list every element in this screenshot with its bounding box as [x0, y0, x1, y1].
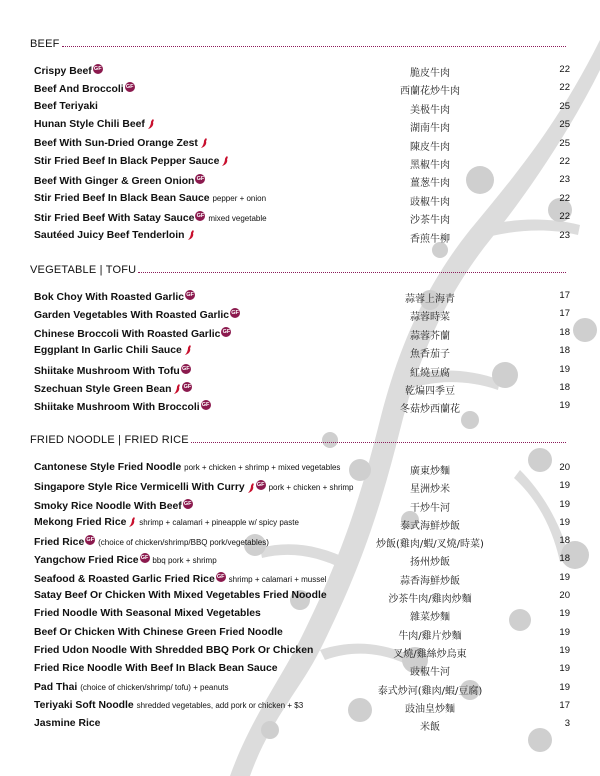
section-items [0, 460, 600, 734]
menu-item-chinese-name: 米飯 [420, 722, 440, 734]
menu-item [0, 306, 600, 324]
menu-item-name [34, 193, 266, 204]
menu-item-chinese-name: 美极牛肉 [410, 104, 450, 116]
chili-pepper-icon [173, 384, 181, 394]
section-items [0, 62, 600, 246]
menu-item-price: 25 [559, 100, 570, 112]
menu-item [0, 606, 600, 624]
menu-item [0, 533, 600, 551]
menu-item [0, 99, 600, 117]
menu-item [0, 154, 600, 172]
menu-item-name [34, 590, 327, 601]
menu-item-chinese-name: 牛肉/雞片炒麵 [398, 630, 462, 642]
item-title: Stir Fried Beef In Black Pepper Sauce [34, 155, 220, 167]
menu-item-name [34, 645, 313, 656]
gluten-free-badge-icon: GF [140, 555, 149, 562]
gluten-free-badge-icon: GF [196, 213, 205, 220]
menu-item-name [34, 156, 229, 167]
menu-item [0, 460, 600, 478]
menu-item-name [34, 480, 354, 493]
menu-item-price: 17 [559, 290, 570, 301]
item-title: Chinese Broccoli With Roasted Garlic [34, 328, 221, 340]
menu-item-name [34, 211, 267, 224]
item-title: Shiitake Mushroom With Tofu [34, 365, 180, 377]
menu-item [0, 478, 600, 496]
menu-item-name [34, 517, 299, 528]
menu-item-price: 22 [559, 82, 570, 94]
menu-item [0, 398, 600, 416]
item-description: shredded vegetables, add pork or chicken + $3 [136, 700, 304, 710]
item-title: Fried Rice Noodle With Beef In Black Bean Sauce [34, 663, 278, 675]
chili-pepper-icon [247, 483, 255, 493]
menu-item-name [34, 627, 283, 638]
menu-item-price: 19 [559, 363, 570, 375]
menu-item-chinese-name: 香煎牛柳 [410, 233, 450, 245]
menu-item-chinese-name: 扬州炒飯 [410, 557, 450, 569]
menu-item [0, 515, 600, 533]
menu-item-name [34, 64, 103, 77]
menu-item [0, 172, 600, 190]
item-title: Pad Thai [34, 681, 78, 693]
menu-item-name [34, 101, 98, 112]
item-title: Smoky Rice Noodle With Beef [34, 500, 182, 512]
item-description: pork + chicken + shrimp [268, 483, 354, 493]
item-title: Beef With Ginger & Green Onion [34, 176, 195, 188]
menu-item-price: 25 [559, 137, 570, 149]
menu-item-chinese-name: 冬菇炒西蘭花 [400, 404, 460, 416]
item-title: Sautéed Juicy Beef Tenderloin [34, 229, 185, 241]
menu-item-name [34, 700, 303, 711]
menu-item-chinese-name: 湖南牛肉 [410, 123, 450, 135]
menu-item-price: 18 [559, 326, 570, 338]
menu-item [0, 551, 600, 569]
item-title: Cantonese Style Fried Noodle [34, 462, 182, 473]
menu-item [0, 209, 600, 227]
gluten-free-badge-icon: GF [231, 310, 239, 317]
item-title: Fried Rice [34, 537, 85, 549]
menu-item-name [34, 382, 192, 395]
item-description: (choice of chicken/shrimp/ tofu) + peanuts [80, 682, 229, 692]
menu-item-chinese-name: 紅燒豆腐 [410, 367, 450, 379]
item-title: Beef Or Chicken With Chinese Green Fried Noodle [34, 626, 283, 638]
item-title: Beef With Sun-Dried Orange Zest [34, 137, 198, 149]
item-title: Fried Udon Noodle With Shredded BBQ Pork Or Chicken [34, 644, 314, 656]
menu-item-chinese-name: 叉燒/雞絲炒烏東 [393, 648, 467, 660]
menu-item [0, 661, 600, 679]
gluten-free-badge-icon: GF [256, 482, 265, 489]
item-title: Crispy Beef [34, 66, 92, 77]
item-title: Shiitake Mushroom With Broccoli [34, 402, 200, 414]
menu-item-price: 18 [559, 381, 570, 393]
menu-item-price: 19 [559, 626, 570, 638]
menu-item-chinese-name: 陳皮牛肉 [410, 141, 450, 153]
chili-pepper-icon [147, 119, 155, 129]
menu-item [0, 698, 600, 716]
menu-item [0, 191, 600, 209]
menu-item-price: 19 [559, 400, 570, 412]
item-title: Yangchow Fried Rice [34, 555, 139, 567]
menu-item-chinese-name: 蒜香海鮮炒飯 [400, 575, 460, 587]
menu-item-chinese-name: 脆皮牛肉 [410, 68, 450, 79]
menu-item-chinese-name: 蒜蓉芥蘭 [410, 330, 450, 342]
chili-pepper-icon [187, 230, 195, 240]
menu-item-chinese-name: 星洲炒米 [410, 484, 450, 496]
menu-item-chinese-name: 泰式炒河(雞肉/蝦/豆腐) [377, 685, 483, 697]
menu-item-price: 19 [559, 498, 570, 510]
menu-item-price: 19 [559, 480, 570, 492]
section-title: BEEF [30, 38, 60, 50]
chili-pepper-icon [128, 517, 136, 527]
gluten-free-badge-icon: GF [186, 292, 194, 298]
menu-item [0, 570, 600, 588]
menu-item-chinese-name: 雜菜炒麵 [410, 612, 450, 624]
menu-item [0, 62, 600, 80]
menu-item [0, 497, 600, 515]
item-title: Jasmine Rice [34, 718, 101, 730]
section-header [30, 262, 566, 276]
menu-item-name [34, 462, 340, 473]
menu-item-price: 17 [559, 308, 570, 320]
item-title: Hunan Style Chili Beef [34, 119, 145, 131]
menu-item-chinese-name: 干炒牛河 [410, 502, 450, 514]
menu-item-name [34, 138, 208, 149]
menu-item-price: 23 [559, 174, 570, 186]
item-title: Satay Beef Or Chicken With Mixed Vegetables Fried Noodle [34, 590, 327, 602]
menu-item-chinese-name: 蒜蓉時菜 [410, 312, 450, 324]
menu-item-chinese-name: 西蘭花炒牛肉 [400, 86, 460, 98]
gluten-free-badge-icon: GF [183, 383, 192, 390]
item-title: Garden Vegetables With Roasted Garlic [34, 310, 230, 322]
menu-item-name [34, 663, 278, 674]
item-title: Bok Choy With Roasted Garlic [34, 292, 185, 303]
menu-item [0, 680, 600, 698]
chili-pepper-icon [184, 345, 192, 355]
chili-pepper-icon [221, 156, 229, 166]
menu-item-name [34, 82, 135, 95]
menu-item-price: 3 [564, 718, 570, 730]
menu-item [0, 80, 600, 98]
menu-item-chinese-name: 豉油皇炒麵 [405, 703, 455, 715]
dotted-leader [191, 442, 566, 443]
item-description: shrimp + calamari + mussel [228, 574, 327, 584]
item-title: Stir Fried Beef With Satay Sauce [34, 213, 195, 225]
menu-item-name [34, 718, 100, 729]
gluten-free-badge-icon: GF [125, 84, 134, 91]
item-description: pork + chicken + shrimp + mixed vegetables [184, 463, 341, 472]
chili-pepper-icon [200, 138, 208, 148]
item-title: Stir Fried Beef In Black Bean Sauce [34, 192, 210, 204]
menu-item-name [34, 230, 195, 241]
menu-item-price: 22 [559, 64, 570, 75]
gluten-free-badge-icon: GF [196, 176, 205, 183]
menu-item-price: 25 [559, 119, 570, 131]
gluten-free-badge-icon: GF [222, 328, 231, 335]
menu-item [0, 228, 600, 246]
item-title: Fried Noodle With Seasonal Mixed Vegetables [34, 608, 261, 620]
menu-item-name [34, 290, 195, 303]
gluten-free-badge-icon: GF [86, 537, 95, 544]
menu-item-name [34, 535, 269, 548]
item-title: Szechuan Style Green Bean [34, 383, 172, 395]
gluten-free-badge-icon: GF [201, 402, 210, 409]
item-description: pepper + onion [212, 193, 267, 203]
section-header [30, 432, 566, 446]
menu-item-name [34, 682, 229, 693]
menu-item-price: 20 [559, 462, 570, 473]
item-title: Mekong Fried Rice [34, 516, 127, 528]
menu-item-chinese-name: 黑椒牛肉 [410, 159, 450, 171]
menu-item-price: 18 [559, 345, 570, 357]
item-description: mixed vegetable [208, 214, 267, 224]
menu-item [0, 288, 600, 306]
menu-item-chinese-name: 薑葱牛肉 [410, 178, 450, 190]
section-title: FRIED NOODLE | FRIED RICE [30, 434, 189, 446]
item-title: Singapore Style Rice Vermicelli With Curry [34, 482, 245, 494]
menu-item-name [34, 174, 205, 187]
menu-item-price: 19 [559, 681, 570, 693]
menu-item-price: 22 [559, 192, 570, 204]
section-header [30, 36, 566, 50]
menu-item-name [34, 327, 231, 340]
item-title: Beef And Broccoli [34, 84, 124, 96]
gluten-free-badge-icon: GF [181, 365, 190, 372]
menu-item [0, 117, 600, 135]
menu-item-chinese-name: 炒飯(雞肉/蝦/叉燒/時菜) [376, 539, 484, 551]
menu-item-name [34, 119, 155, 130]
item-title: Beef Teriyaki [34, 100, 98, 112]
menu-item-name [34, 608, 261, 619]
menu-item-chinese-name: 泰式海鮮炒飯 [400, 520, 460, 532]
menu-item-price: 19 [559, 644, 570, 656]
menu-item-name [34, 308, 240, 321]
menu-item-price: 18 [559, 553, 570, 565]
dotted-leader [138, 272, 566, 273]
section-items [0, 288, 600, 417]
menu-item-price: 17 [559, 699, 570, 711]
menu-item [0, 625, 600, 643]
gluten-free-badge-icon: GF [183, 500, 192, 507]
menu-item-chinese-name: 沙茶牛肉/雞肉炒麵 [388, 594, 472, 606]
menu-item-price: 22 [559, 155, 570, 167]
section-title: VEGETABLE | TOFU [30, 264, 137, 276]
item-description: bbq pork + shrimp [152, 556, 217, 566]
menu-item-name [34, 572, 326, 585]
menu-item-price: 19 [559, 571, 570, 583]
menu-item-chinese-name: 豉椒牛河 [410, 667, 450, 679]
item-title: Seafood & Roasted Garlic Fried Rice [34, 573, 215, 585]
menu-item-chinese-name: 乾煸四季豆 [405, 385, 455, 397]
menu-item-chinese-name: 豉椒牛肉 [410, 196, 450, 208]
menu-item [0, 643, 600, 661]
item-title: Teriyaki Soft Noodle [34, 699, 134, 711]
menu-item-name [34, 499, 193, 512]
menu-item [0, 325, 600, 343]
menu-item-price: 19 [559, 608, 570, 620]
gluten-free-badge-icon: GF [216, 573, 225, 580]
menu-item-chinese-name: 沙茶牛肉 [410, 215, 450, 227]
menu-item-price: 19 [559, 516, 570, 528]
menu-item-chinese-name: 廣東炒麵 [410, 466, 450, 477]
item-description: (choice of chicken/shrimp/BBQ pork/vegetables) [98, 538, 269, 548]
menu-item-price: 20 [559, 590, 570, 602]
menu-item [0, 588, 600, 606]
menu-item-price: 19 [559, 663, 570, 675]
menu-item [0, 380, 600, 398]
menu-item-chinese-name: 蒜蓉上海青 [405, 294, 455, 305]
menu-item-price: 22 [559, 211, 570, 223]
menu-item [0, 716, 600, 734]
menu-item-name [34, 364, 191, 377]
menu-item-price: 18 [559, 535, 570, 547]
menu-item-name [34, 345, 192, 356]
gluten-free-badge-icon: GF [93, 66, 102, 72]
menu-item [0, 136, 600, 154]
menu-item-name [34, 400, 211, 413]
menu-item-chinese-name: 魚香茄子 [410, 349, 450, 361]
menu-item-name [34, 553, 217, 566]
menu-item-price: 23 [559, 229, 570, 241]
dotted-leader [62, 46, 566, 47]
item-description: shrimp + calamari + pineapple w/ spicy paste [139, 517, 299, 527]
menu-item [0, 343, 600, 361]
menu-item [0, 362, 600, 380]
item-title: Eggplant In Garlic Chili Sauce [34, 345, 182, 357]
